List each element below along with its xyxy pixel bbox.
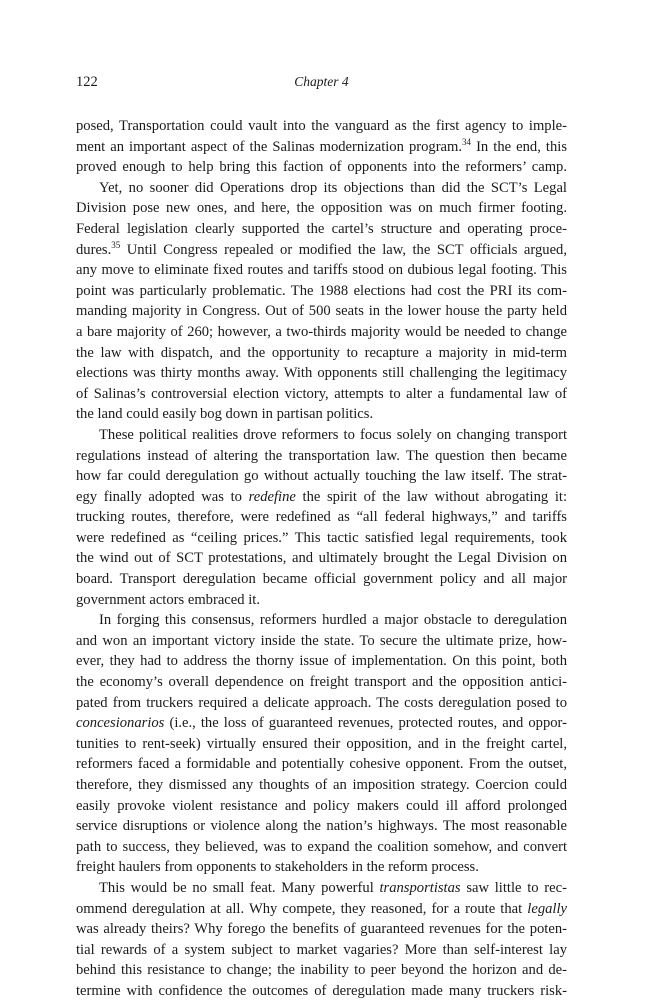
text-segment: board. Transport deregulation became official government policy and all major — [76, 571, 567, 588]
text-segment: In the end, this — [471, 138, 567, 155]
text-line — [76, 837, 567, 858]
text-segment: any move to eliminate fixed routes and tariffs stood on dubious legal footing. This — [76, 262, 567, 279]
text-line — [76, 569, 567, 590]
text-line — [76, 672, 567, 693]
text-segment: These political realities drove reformers to focus solely on changing transport — [99, 426, 567, 443]
text-line — [76, 693, 567, 714]
running-head: Chapter 4 — [294, 74, 349, 89]
text-segment: Division pose new ones, and here, the opposition was on much firmer footing. — [76, 200, 567, 217]
text-line — [76, 322, 567, 343]
emphasis-concesionarios: concesionarios — [76, 715, 165, 732]
text-segment: Yet, no sooner did Operations drop its objections than did the SCT’s Legal — [99, 179, 567, 196]
text-segment: manding majority in Congress. Out of 500 seats in the lower house the party held — [76, 303, 567, 320]
text-line — [76, 754, 567, 775]
text-line — [76, 198, 567, 219]
text-segment: regulations instead of altering the transportation law. The question then became — [76, 447, 567, 464]
text-segment: posed, Transportation could vault into the vanguard as the first agency to imple- — [76, 118, 567, 134]
text-segment: the law with dispatch, and the opportunity to recapture a majority in mid-term — [76, 344, 567, 361]
text-segment: reformers faced a formidable and potentially cohesive opponent. From the outset, — [76, 756, 567, 773]
text-line — [76, 775, 567, 796]
text-segment: was already theirs? Why forego the benefits of guaranteed revenues for the poten- — [76, 921, 567, 938]
text-line — [76, 590, 567, 611]
text-segment: were redefined as “ceiling prices.” This tactic satisfied legal requirements, took — [76, 529, 567, 546]
footnote-ref-35[interactable]: 35 — [111, 239, 121, 250]
text-segment: ever, they had to address the thorny issue of implementation. On this point, both — [76, 653, 567, 670]
text-segment: This would be no small feat. Many powerful — [99, 879, 380, 896]
text-segment: dures. — [76, 241, 112, 258]
text-line — [76, 899, 567, 920]
text-line — [76, 734, 567, 755]
text-line — [76, 610, 567, 631]
text-segment: service disruptions or violence along the nation’s highways. The most reasonable — [76, 818, 567, 835]
text-line — [76, 940, 567, 961]
text-line — [76, 816, 567, 837]
text-line — [76, 507, 567, 528]
text-segment: Until Congress repealed or modified the law, the SCT officials argued, — [120, 241, 567, 258]
text-line — [76, 919, 567, 940]
text-segment: of Salinas’s controversial election victory, attempts to alter a fundamental law of — [76, 385, 567, 402]
text-segment: Federal legislation clearly supported the cartel’s structure and operating proce- — [76, 220, 567, 237]
text-segment: proved enough to help bring this faction of opponents into the reformers’ camp. — [76, 159, 567, 176]
text-line — [76, 446, 567, 467]
text-segment: the wind out of SCT protestations, and ultimately brought the Legal Division on — [76, 550, 567, 567]
text-line — [76, 260, 567, 281]
text-line — [76, 219, 567, 240]
text-segment: (i.e., the loss of guaranteed revenues, protected routes, and oppor- — [169, 715, 567, 732]
page-header — [76, 74, 567, 96]
text-line — [76, 425, 567, 446]
text-line — [76, 981, 567, 1002]
body-text — [76, 116, 567, 1002]
text-segment: elections was thirty months away. With opponents still challenging the legitimacy — [76, 365, 567, 382]
text-line — [76, 960, 567, 981]
text-segment: a bare majority of 260; however, a two-thirds majority would be needed to change — [76, 323, 567, 340]
text-line — [76, 548, 567, 569]
text-line — [76, 487, 567, 508]
text-segment: egy finally adopted was to — [76, 488, 249, 505]
text-line — [76, 363, 567, 384]
text-line — [76, 631, 567, 652]
text-line — [76, 343, 567, 364]
text-segment: tunities to rent-seek) virtually ensured their opposition, and in the freight cartel, — [76, 735, 567, 752]
text-segment: In forging this consensus, reformers hurdled a major obstacle to deregulation — [99, 612, 567, 629]
text-line — [76, 878, 567, 899]
text-segment: behind this resistance to change; the inability to peer beyond the horizon and de- — [76, 962, 567, 979]
text-segment: saw little to rec- — [460, 879, 567, 896]
text-segment: freight haulers from opponents to stakeholders in the reform process. — [76, 859, 479, 876]
text-segment: therefore, they dismissed any thoughts of an imposition strategy. Coercion could — [76, 777, 567, 793]
text-line — [76, 178, 567, 199]
emphasis-legally: legally — [527, 900, 567, 917]
text-segment: government actors embraced it. — [76, 591, 260, 608]
text-segment: point was particularly problematic. The 1988 elections had cost the PRI its com- — [76, 282, 567, 299]
text-segment: path to success, they believed, was to expand the coalition somehow, and convert — [76, 838, 567, 855]
text-line — [76, 240, 567, 261]
text-segment: ommend deregulation at all. Why compete, they reasoned, for a route that — [76, 900, 528, 917]
page-number: 122 — [76, 74, 98, 90]
emphasis-redefine: redefine — [248, 488, 296, 505]
text-segment: and won an important victory inside the state. To secure the ultimate prize, how- — [76, 632, 567, 649]
text-line — [76, 404, 567, 425]
text-line — [76, 857, 567, 878]
text-segment: pated from truckers required a delicate approach. The costs deregulation posed to — [76, 694, 567, 711]
text-line — [76, 281, 567, 302]
text-segment: ment an important aspect of the Salinas modernization program. — [76, 138, 463, 155]
text-segment: the land could easily bog down in partisan politics. — [76, 406, 374, 423]
text-segment: easily provoke violent resistance and policy makers could ill afford prolonged — [76, 797, 567, 814]
text-line — [76, 116, 567, 137]
emphasis-transportistas: transportistas — [379, 879, 461, 896]
text-line — [76, 466, 567, 487]
text-line — [76, 651, 567, 672]
text-line — [76, 796, 567, 817]
text-line — [76, 157, 567, 178]
text-line — [76, 384, 567, 405]
text-segment: tial rewards of a system subject to market vagaries? More than self-interest lay — [76, 941, 567, 958]
text-line — [76, 301, 567, 322]
text-segment: termine with confidence the outcomes of deregulation made many truckers risk- — [76, 982, 567, 999]
text-segment: the economy’s overall dependence on freight transport and the opposition antici- — [76, 674, 567, 691]
text-line — [76, 713, 567, 734]
text-segment: trucking routes, therefore, were redefined as “all federal highways,” and tariffs — [76, 509, 567, 526]
text-line — [76, 137, 567, 158]
text-segment: how far could deregulation go without actually touching the law itself. The strat- — [76, 468, 567, 485]
text-segment: the spirit of the law without abrogating it: — [295, 488, 567, 505]
footnote-ref-34[interactable]: 34 — [462, 136, 472, 147]
text-line — [76, 528, 567, 549]
